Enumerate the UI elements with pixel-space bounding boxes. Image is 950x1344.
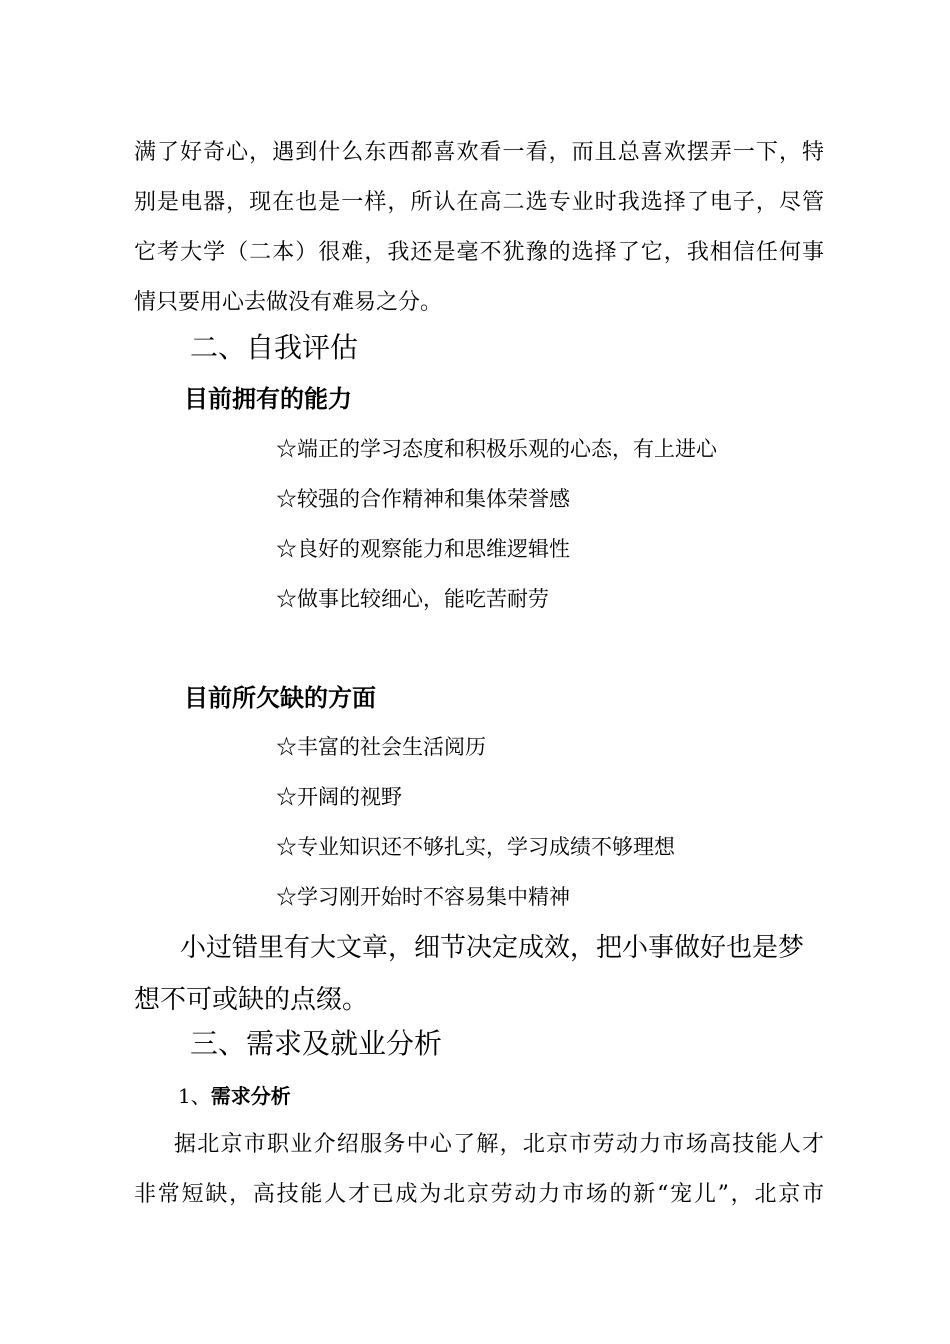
paragraph-line: 据北京市职业介绍服务中心了解，北京市劳动力市场高技能人才: [174, 1132, 824, 1157]
list-item: ☆专业知识还不够扎实，学习成绩不够理想: [276, 835, 675, 859]
section-heading-demand-employment: 三、需求及就业分析: [190, 1027, 443, 1060]
paragraph-line: 情只要用心去做没有难易之分。: [134, 290, 443, 315]
list-item: ☆学习刚开始时不容易集中精神: [276, 885, 570, 909]
demand-paragraph: [134, 1120, 824, 1220]
list-item: ☆做事比较细心，能吃苦耐劳: [276, 587, 549, 611]
list-item: ☆良好的观察能力和思维逻辑性: [276, 537, 570, 561]
paragraph-line: 满了好奇心，遇到什么东西都喜欢看一看，而且总喜欢摆弄一下，特: [134, 140, 824, 165]
list-item: ☆开阔的视野: [276, 785, 402, 809]
intro-paragraph: [134, 128, 824, 328]
paragraph-line: 它考大学（二本）很难，我还是毫不犹豫的选择了它，我相信任何事: [134, 240, 824, 265]
section-heading-self-assessment: 二、自我评估: [190, 331, 359, 364]
subheading-title: 需求分析: [210, 1084, 291, 1108]
abilities-list: [276, 424, 717, 624]
quote-line: 想不可或缺的点缀。: [134, 985, 369, 1015]
subheading-demand-analysis: [178, 1078, 291, 1114]
subheading-abilities: 目前拥有的能力: [184, 385, 352, 413]
list-item: ☆丰富的社会生活阅历: [276, 735, 486, 759]
list-item: ☆较强的合作精神和集体荣誉感: [276, 487, 570, 511]
quote-paragraph: [134, 922, 824, 1026]
shortcomings-list: [276, 722, 675, 922]
quote-line: 小过错里有大文章，细节决定成效，把小事做好也是梦: [180, 933, 805, 963]
subheading-shortcomings: 目前所欠缺的方面: [184, 684, 376, 712]
subheading-number: 1、: [178, 1084, 211, 1108]
list-item: ☆端正的学习态度和积极乐观的心态，有上进心: [276, 437, 717, 461]
paragraph-line: 别是电器，现在也是一样，所认在高二选专业时我选择了电子，尽管: [134, 190, 824, 215]
paragraph-line: 非常短缺，高技能人才已成为北京劳动力市场的新“宠儿”，北京市: [134, 1182, 824, 1207]
